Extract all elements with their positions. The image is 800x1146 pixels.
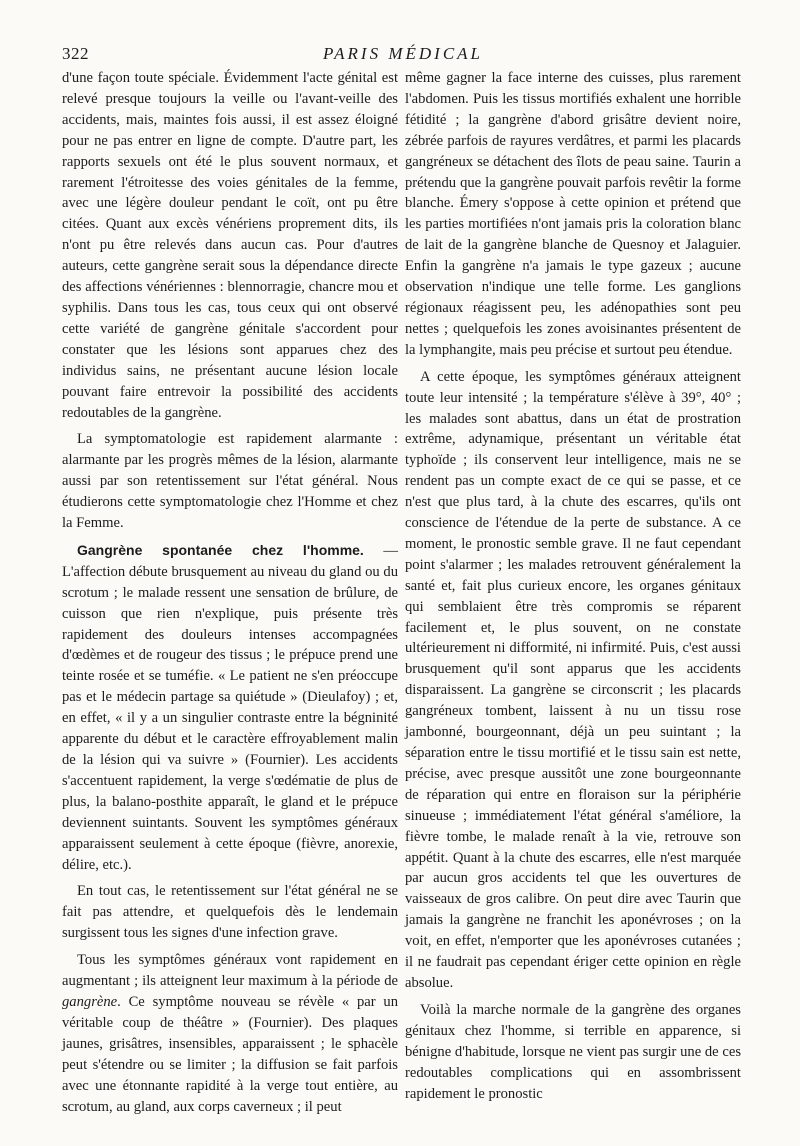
paragraph: En tout cas, le retentissement sur l'état général ne se fait pas attendre, et quelquefois dès le lendemain surgissent tous les signes d'une infection grave. (62, 883, 398, 942)
paragraph-text: Tous les symptômes généraux vont rapidement en augmentant ; ils atteignent leur maximum à la période de (62, 952, 398, 990)
page-number: 322 (62, 44, 89, 63)
paragraph: La symptomatologie est rapidement alarmante : alarmante par les progrès mêmes de la lésion, alarmante aussi par son retentissement sur l'état général. Nous étudierons cette symptomatologie chez l'Homme et chez la Femme. (62, 431, 398, 532)
page-header (62, 44, 744, 68)
left-column (62, 68, 398, 1117)
paragraph-text: . Ce symptôme nouveau se révèle « par un véritable coup de théâtre » (Fournier). Des plaques jaunes, grisâtres, insensibles, apparaissent ; le sphacèle peut s'étendre ou se limiter ; la diffusion se fait parfois avec une étonnante rapidité à la verge tout entière, au scrotum, au gland, aux corps caverneux ; il peut (62, 993, 398, 1115)
paragraph: même gagner la face interne des cuisses, plus rarement l'abdomen. Puis les tissus mortifiés exhalent une horrible fétidité ; la gangrène d'abord grisâtre devient noire, zébrée parfois de rayures verdâtres, et parmi les placards gangréneux se détachent des îlots de peau saine. Taurin a prétendu que la gangrène pouvait parfois revêtir la forme blanche. Émery s'oppose à cette opinion et prétend que les parties mortifiées n'ont jamais pris la coloration blanc de lait de la gangrène blanche de Quesnoy et Jalaguier. Enfin la gangrène n'a jamais le type gazeux ; aucune observation n'indique une telle forme. Les ganglions régionaux réagissent peu, les adénopathies sont peu nettes ; quelquefois les zones avoisinantes présentent de la lymphangite, mais peu précise et surtout peu étendue. (405, 70, 741, 358)
running-title: PARIS MÉDICAL (322, 44, 484, 63)
paragraph: d'une façon toute spéciale. Évidemment l'acte génital est relevé presque toujours la veille ou l'avant-veille des accidents, mais, maintes fois aussi, il est assez éloigné pour ne pas entrer en ligne de compte. D'autre part, les rapports sexuels ont été le plus souvent normaux, et rarement l'étroitesse des voies génitales de la femme, avec une légère douleur pendant le coït, ont pu être citées. Quant aux excès vénériens proprement dits, ils n'ont pu être relevés dans aucun cas. Pour d'autres auteurs, cette gangrène serait sous la dépendance directe des affections vénériennes : blennorragie, chancre mou et syphilis. Dans tous les cas, tous ceux qui ont observé cette variété de gangrène génitale s'accordent pour constater que les lésions sont apparues chez des individus sains, ne présentant aucune lésion locale pouvant faire entrevoir la possibilité des accidents redoutables de la gangrène. (62, 70, 398, 421)
right-column (405, 68, 741, 1104)
section-heading: Gangrène spontanée chez l'homme. (77, 541, 364, 558)
paragraph (62, 950, 398, 1117)
paragraph: Voilà la marche normale de la gangrène des organes génitaux chez l'homme, si terrible en apparence, si bénigne d'habitude, lorsque ne vient pas surgir une de ces redoutables complications qui en assombrissent rapidement le pronostic (405, 1001, 741, 1102)
paragraph: A cette époque, les symptômes généraux atteignent toute leur intensité ; la température s'élève à 39°, 40° ; les malades sont abattus, dans un état de prostration extrême, adynamique, présentant un véritable état typhoïde ; ils conservent leur intelligence, mais ne se rendent pas un compte exact de ce qui se passe, et ce n'est que plus tard, à la chute des escarres, qu'ils ont conscience de l'étendue de la perte de substance. A ce moment, le pronostic semble grave. Il ne faut cependant point s'alarmer ; les malades retrouvent généralement la santé et, fait plus curieux encore, les organes génitaux qui semblaient être très compromis se réparent facilement et, le plus souvent, on ne constate ultérieurement ni difformité, ni infirmité. Puis, c'est aussi brusquement qu'il sont apparus que les accidents disparaissent. La gangrène se circonscrit ; les placards gangréneux tombent, laissent à nu un tissu rose jambonné, bourgeonnant, déjà un peu suintant ; la séparation entre le tissu mortifié et le tissu sain est nette, précise, avec presque aussitôt une zone bourgeonnante de réparation qui entre en floraison sur la périphérie sinueuse ; immédiatement l'état général s'améliore, la fièvre tombe, le malade renaît à la vie, retrouve son appétit. Quant à la chute des escarres, elle n'est marquée par aucun gros accidents tel que les ouvertures de vaisseaux de gros calibre. On peut dire avec Taurin que jamais la gangrène ne franchit les aponévroses ; on la voit, en effet, n'emporter que les aponévroses cutanées ; il ne faudrait pas cependant ériger cette opinion en règle absolue. (405, 368, 741, 991)
emphasis: gangrène (62, 993, 118, 1010)
paragraph-text: — L'affection débute brusquement au niveau du gland ou du scrotum ; le malade ressent une sensation de brûlure, de cuisson que rien n'explique, puis présente très rapidement des douleurs intenses accompagnées d'œdèmes et de rougeur des tissus ; le prépuce prend une teinte rosée et se tuméfie. « Le patient ne s'en préoccupe pas et le médecin partage sa quiétude » (Dieulafoy) ; et, en effet, « il y a un singulier contraste entre la bégninité apparente du début et le caractère effroyablement malin de la lésion qui va suivre » (Fournier). Les accidents s'accentuent rapidement, la verge s'œdématie de plus de plus, la balano-posthite apparaît, le gland et le prépuce deviennent suintants. Souvent les symptômes généraux apparaissent seulement à cette époque (fièvre, anorexie, délire, etc.). (62, 542, 398, 873)
paragraph (62, 540, 398, 876)
